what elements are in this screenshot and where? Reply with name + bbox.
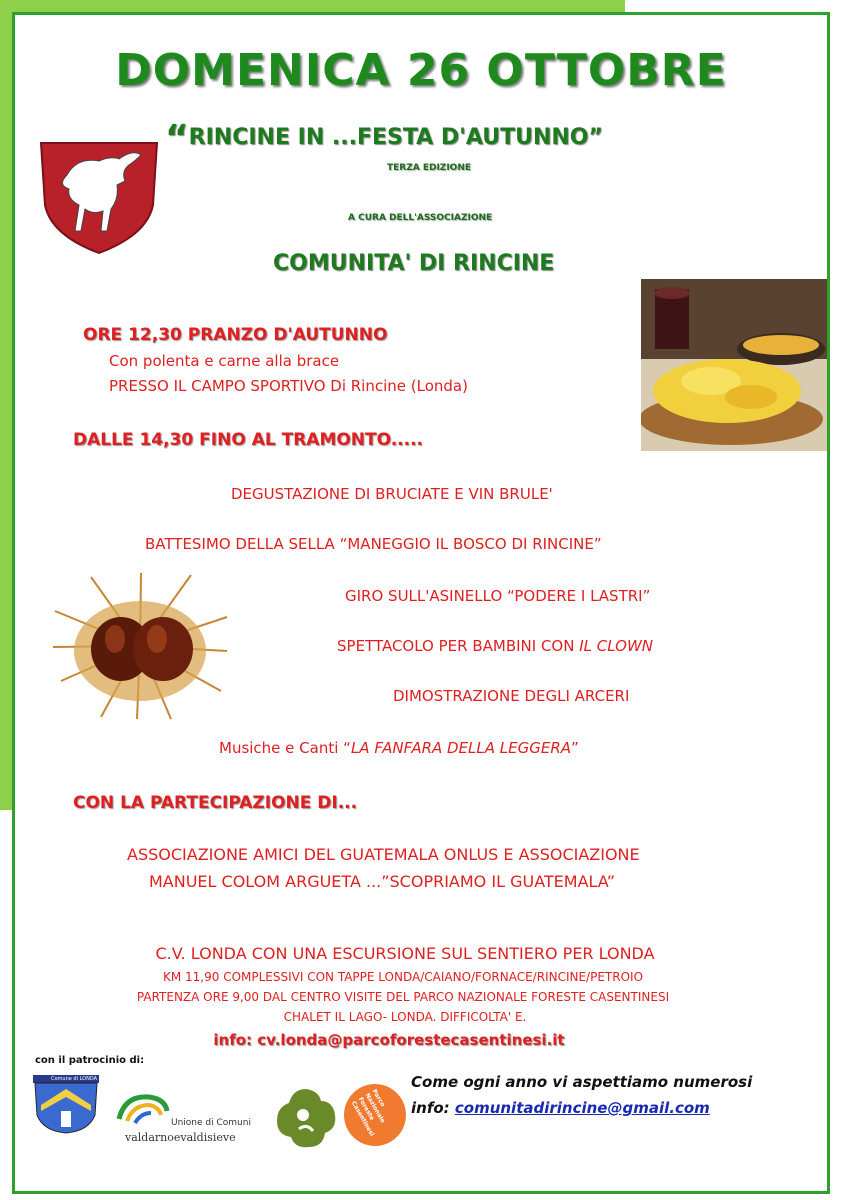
rincine-crest-icon (37, 135, 161, 255)
poster-title: DOMENICA 26 OTTOBRE (115, 45, 727, 96)
polenta-photo (641, 279, 827, 451)
unione-swirl-icon (115, 1091, 171, 1131)
parco-text: Parco Nazionale Foreste Casentinesi (349, 1088, 387, 1138)
edition-label: TERZA EDIZIONE (387, 163, 472, 173)
lunch-line-2: PRESSO IL CAMPO SPORTIVO Di Rincine (Londa) (109, 377, 468, 395)
clown-show-prefix: SPETTACOLO PER BAMBINI CON (337, 637, 580, 655)
poster-frame (12, 12, 830, 1194)
activity-saddle: BATTESIMO DELLA SELLA “MANEGGIO IL BOSCO DI RINCINE” (145, 535, 602, 553)
association-line-1: ASSOCIAZIONE AMICI DEL GUATEMALA ONLUS E ASSOCIAZIONE (127, 845, 640, 864)
chestnuts-photo (51, 571, 229, 721)
unione-line-2: valdarnoevaldisieve (125, 1131, 236, 1144)
clown-show-emph: IL CLOWN (579, 637, 654, 655)
excursion-line-1: KM 11,90 COMPLESSIVI CON TAPPE LONDA/CAIANO/FORNACE/RINCINE/PETROIO (162, 970, 644, 984)
lunch-line-1: Con polenta e carne alla brace (109, 352, 340, 370)
activity-tasting: DEGUSTAZIONE DI BRUCIATE E VIN BRULE' (231, 485, 553, 503)
organization-name: COMUNITA' DI RINCINE (273, 251, 555, 276)
parco-leaf-icon (273, 1085, 339, 1155)
afternoon-heading: DALLE 14,30 FINO AL TRAMONTO..... (73, 430, 424, 450)
comune-londa-logo (33, 1075, 99, 1139)
footer-email-link[interactable]: comunitadirincine@gmail.com (454, 1099, 710, 1117)
event-subtitle (165, 118, 603, 159)
footer-info (411, 1099, 710, 1117)
footer-line-1: Come ogni anno vi aspettiamo numerosi (411, 1073, 753, 1091)
music-emph: LA FANFARA DELLA LEGGERA (350, 739, 572, 757)
comune-londa-label: Comune di LONDA (51, 1076, 98, 1082)
activity-archers: DIMOSTRAZIONE DEGLI ARCERI (393, 687, 630, 705)
excursion-heading: C.V. LONDA CON UNA ESCURSIONE SUL SENTIERO PER LONDA (155, 944, 655, 963)
music-suffix: ” (571, 739, 579, 757)
excursion-info: info: cv.londa@parcoforestecasentinesi.it (213, 1031, 565, 1049)
excursion-line-3: CHALET IL LAGO- LONDA. DIFFICOLTA' E. (283, 1010, 527, 1024)
care-of-label: A CURA DELL'ASSOCIAZIONE (348, 213, 493, 223)
activity-clown-show (337, 637, 653, 655)
subtitle-text: RINCINE IN ...FESTA D'AUTUNNO” (188, 125, 603, 150)
patronage-label: con il patrocinio di: (35, 1055, 145, 1066)
unione-line-1: Unione di Comuni (171, 1118, 251, 1128)
music-line (219, 739, 579, 757)
music-prefix: Musiche e Canti “ (219, 739, 351, 757)
association-line-2: MANUEL COLOM ARGUETA ...”SCOPRIAMO IL GUATEMALA” (149, 872, 616, 891)
open-quote: “ (165, 118, 189, 159)
participation-heading: CON LA PARTECIPAZIONE DI... (73, 793, 358, 813)
footer-info-prefix: info: (411, 1099, 455, 1117)
activity-donkey: GIRO SULL'ASINELLO “PODERE I LASTRI” (345, 587, 651, 605)
excursion-line-2: PARTENZA ORE 9,00 DAL CENTRO VISITE DEL PARCO NAZIONALE FORESTE CASENTINESI (136, 990, 670, 1004)
lunch-heading: ORE 12,30 PRANZO D'AUTUNNO (83, 325, 388, 345)
